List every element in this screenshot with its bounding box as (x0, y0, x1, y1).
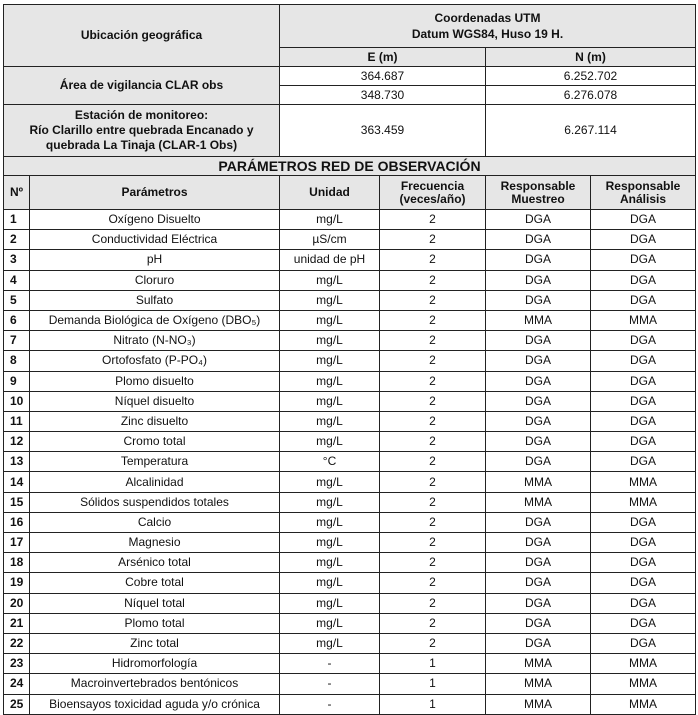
section-title: PARÁMETROS RED DE OBSERVACIÓN (4, 157, 696, 176)
responsable-analisis-cell: DGA (591, 553, 696, 573)
area-n-2: 6.276.078 (486, 86, 696, 105)
responsable-analisis-cell: DGA (591, 533, 696, 553)
table-row (4, 411, 696, 431)
parameter-name: Calcio (30, 512, 280, 532)
parameter-name: Níquel total (30, 593, 280, 613)
frequency-cell: 2 (380, 391, 486, 411)
unit-cell: mg/L (280, 593, 380, 613)
area-e-1: 364.687 (280, 67, 486, 86)
frequency-cell: 2 (380, 270, 486, 290)
responsable-muestreo-cell: MMA (486, 492, 591, 512)
frequency-cell: 2 (380, 230, 486, 250)
row-number: 21 (4, 613, 30, 633)
unit-cell: mg/L (280, 331, 380, 351)
table-row (4, 391, 696, 411)
table-row (4, 654, 696, 674)
unit-cell: mg/L (280, 391, 380, 411)
frequency-cell: 2 (380, 290, 486, 310)
unit-cell: mg/L (280, 553, 380, 573)
unit-cell: µS/cm (280, 230, 380, 250)
parameter-name: Ortofosfato (P-PO₄) (30, 351, 280, 371)
row-number: 14 (4, 472, 30, 492)
col-param-header: Parámetros (30, 176, 280, 210)
table-row (4, 432, 696, 452)
row-number: 11 (4, 411, 30, 431)
frequency-cell: 2 (380, 553, 486, 573)
table-row (4, 310, 696, 330)
frequency-cell: 2 (380, 310, 486, 330)
row-number: 18 (4, 553, 30, 573)
table-row (4, 210, 696, 230)
parameter-name: Zinc disuelto (30, 411, 280, 431)
parameter-name: Conductividad Eléctrica (30, 230, 280, 250)
responsable-muestreo-cell: DGA (486, 371, 591, 391)
responsable-muestreo-cell: DGA (486, 432, 591, 452)
frequency-cell: 2 (380, 452, 486, 472)
parameter-name: Arsénico total (30, 553, 280, 573)
responsable-muestreo-cell: DGA (486, 613, 591, 633)
responsable-analisis-cell: DGA (591, 411, 696, 431)
responsable-analisis-cell: DGA (591, 331, 696, 351)
row-number: 22 (4, 633, 30, 653)
table-row (4, 472, 696, 492)
responsable-analisis-cell: MMA (591, 472, 696, 492)
row-number: 23 (4, 654, 30, 674)
col-freq-line-1: Frecuencia (400, 178, 465, 193)
e-coord-header: E (m) (280, 48, 486, 67)
row-number: 1 (4, 210, 30, 230)
station-line-2: Río Clarillo entre quebrada Encanado y (29, 123, 254, 137)
area-label: Área de vigilancia CLAR obs (4, 67, 280, 105)
responsable-analisis-cell: MMA (591, 310, 696, 330)
row-number: 17 (4, 533, 30, 553)
row-number: 13 (4, 452, 30, 472)
table-row (4, 230, 696, 250)
responsable-analisis-cell: DGA (591, 452, 696, 472)
row-number: 24 (4, 674, 30, 694)
responsable-muestreo-cell: DGA (486, 573, 591, 593)
station-line-1: Estación de monitoreo: (74, 108, 209, 122)
responsable-muestreo-cell: MMA (486, 674, 591, 694)
frequency-cell: 1 (380, 694, 486, 714)
area-n-1: 6.252.702 (486, 67, 696, 86)
parameter-name: Plomo total (30, 613, 280, 633)
unit-cell: - (280, 654, 380, 674)
row-number: 6 (4, 310, 30, 330)
table-row (4, 492, 696, 512)
unit-cell: mg/L (280, 472, 380, 492)
responsable-muestreo-cell: DGA (486, 593, 591, 613)
row-number: 4 (4, 270, 30, 290)
row-number: 15 (4, 492, 30, 512)
row-number: 9 (4, 371, 30, 391)
row-number: 3 (4, 250, 30, 270)
unit-cell: mg/L (280, 573, 380, 593)
frequency-cell: 2 (380, 371, 486, 391)
unit-cell: mg/L (280, 512, 380, 532)
col-resp-muestreo-line-1: Responsable (500, 178, 576, 193)
responsable-analisis-cell: DGA (591, 432, 696, 452)
responsable-analisis-cell: DGA (591, 593, 696, 613)
responsable-analisis-cell: MMA (591, 492, 696, 512)
frequency-cell: 2 (380, 492, 486, 512)
table-row (4, 553, 696, 573)
responsable-muestreo-cell: DGA (486, 452, 591, 472)
parameter-name: Sólidos suspendidos totales (30, 492, 280, 512)
responsable-muestreo-cell: DGA (486, 351, 591, 371)
frequency-cell: 2 (380, 633, 486, 653)
parameter-name: Níquel disuelto (30, 391, 280, 411)
unit-cell: - (280, 674, 380, 694)
unit-cell: mg/L (280, 371, 380, 391)
parameter-name: Alcalinidad (30, 472, 280, 492)
row-number: 19 (4, 573, 30, 593)
table-row (4, 613, 696, 633)
table-row (4, 351, 696, 371)
responsable-analisis-cell: DGA (591, 210, 696, 230)
parameter-name: Cromo total (30, 432, 280, 452)
col-resp-analisis-line-2: Análisis (619, 191, 667, 206)
responsable-muestreo-cell: DGA (486, 533, 591, 553)
responsable-muestreo-cell: DGA (486, 270, 591, 290)
parameter-name: Cloruro (30, 270, 280, 290)
unit-cell: mg/L (280, 432, 380, 452)
col-freq-line-2: (veces/año) (399, 191, 466, 206)
table-row (4, 633, 696, 653)
station-label (4, 105, 280, 157)
unit-cell: mg/L (280, 411, 380, 431)
responsable-analisis-cell: MMA (591, 654, 696, 674)
parameter-name: Magnesio (30, 533, 280, 553)
parameter-name: Hidromorfología (30, 654, 280, 674)
frequency-cell: 2 (380, 613, 486, 633)
row-number: 5 (4, 290, 30, 310)
responsable-muestreo-cell: DGA (486, 553, 591, 573)
frequency-cell: 2 (380, 533, 486, 553)
station-n: 6.267.114 (486, 105, 696, 157)
row-number: 20 (4, 593, 30, 613)
col-resp-muestreo-header (486, 176, 591, 210)
table-row (4, 593, 696, 613)
station-line-3: quebrada La Tinaja (CLAR-1 Obs) (45, 138, 238, 152)
parameter-name: Nitrato (N-NO₃) (30, 331, 280, 351)
responsable-muestreo-cell: DGA (486, 210, 591, 230)
responsable-muestreo-cell: DGA (486, 391, 591, 411)
table-row (4, 371, 696, 391)
responsable-analisis-cell: DGA (591, 250, 696, 270)
responsable-analisis-cell: DGA (591, 613, 696, 633)
frequency-cell: 1 (380, 674, 486, 694)
table-row (4, 674, 696, 694)
unit-cell: mg/L (280, 613, 380, 633)
monitoring-parameters-table (3, 4, 696, 715)
row-number: 10 (4, 391, 30, 411)
frequency-cell: 2 (380, 331, 486, 351)
unit-cell: mg/L (280, 270, 380, 290)
col-freq-header (380, 176, 486, 210)
responsable-analisis-cell: MMA (591, 674, 696, 694)
table-row (4, 290, 696, 310)
responsable-muestreo-cell: MMA (486, 694, 591, 714)
responsable-muestreo-cell: MMA (486, 472, 591, 492)
row-number: 12 (4, 432, 30, 452)
table-row (4, 694, 696, 714)
responsable-analisis-cell: DGA (591, 290, 696, 310)
unit-cell: mg/L (280, 290, 380, 310)
parameter-name: Cobre total (30, 573, 280, 593)
location-header: Ubicación geográfica (4, 5, 280, 67)
col-resp-analisis-header (591, 176, 696, 210)
coordinates-line-1: Coordenadas UTM (434, 10, 541, 25)
unit-cell: - (280, 694, 380, 714)
parameter-name: Macroinvertebrados bentónicos (30, 674, 280, 694)
frequency-cell: 2 (380, 411, 486, 431)
unit-cell: mg/L (280, 492, 380, 512)
frequency-cell: 2 (380, 472, 486, 492)
parameter-name: Bioensayos toxicidad aguda y/o crónica (30, 694, 280, 714)
responsable-analisis-cell: DGA (591, 230, 696, 250)
station-e: 363.459 (280, 105, 486, 157)
table-row (4, 270, 696, 290)
parameter-name: Zinc total (30, 633, 280, 653)
table-row (4, 331, 696, 351)
n-coord-header: N (m) (486, 48, 696, 67)
responsable-muestreo-cell: DGA (486, 633, 591, 653)
responsable-muestreo-cell: DGA (486, 411, 591, 431)
col-num-header: Nº (4, 176, 30, 210)
responsable-analisis-cell: MMA (591, 694, 696, 714)
table-row (4, 573, 696, 593)
frequency-cell: 2 (380, 432, 486, 452)
parameter-name: Demanda Biológica de Oxígeno (DBO₅) (30, 310, 280, 330)
col-resp-analisis-line-1: Responsable (605, 178, 681, 193)
unit-cell: mg/L (280, 210, 380, 230)
parameter-name: Sulfato (30, 290, 280, 310)
unit-cell: unidad de pH (280, 250, 380, 270)
table-row (4, 250, 696, 270)
col-unit-header: Unidad (280, 176, 380, 210)
coordinates-header (280, 5, 696, 48)
frequency-cell: 1 (380, 654, 486, 674)
responsable-analisis-cell: DGA (591, 512, 696, 532)
unit-cell: mg/L (280, 310, 380, 330)
row-number: 16 (4, 512, 30, 532)
table-row (4, 512, 696, 532)
frequency-cell: 2 (380, 210, 486, 230)
table-row (4, 533, 696, 553)
frequency-cell: 2 (380, 512, 486, 532)
parameter-name: Plomo disuelto (30, 371, 280, 391)
area-e-2: 348.730 (280, 86, 486, 105)
frequency-cell: 2 (380, 250, 486, 270)
col-resp-muestreo-line-2: Muestreo (511, 191, 565, 206)
unit-cell: mg/L (280, 633, 380, 653)
responsable-muestreo-cell: DGA (486, 331, 591, 351)
responsable-muestreo-cell: DGA (486, 250, 591, 270)
responsable-analisis-cell: DGA (591, 371, 696, 391)
responsable-muestreo-cell: MMA (486, 310, 591, 330)
row-number: 2 (4, 230, 30, 250)
responsable-analisis-cell: DGA (591, 633, 696, 653)
responsable-analisis-cell: DGA (591, 270, 696, 290)
table-row (4, 452, 696, 472)
frequency-cell: 2 (380, 351, 486, 371)
unit-cell: mg/L (280, 533, 380, 553)
responsable-muestreo-cell: MMA (486, 654, 591, 674)
unit-cell: mg/L (280, 351, 380, 371)
responsable-analisis-cell: DGA (591, 391, 696, 411)
frequency-cell: 2 (380, 593, 486, 613)
unit-cell: °C (280, 452, 380, 472)
parameter-name: Temperatura (30, 452, 280, 472)
responsable-muestreo-cell: DGA (486, 512, 591, 532)
coordinates-line-2: Datum WGS84, Huso 19 H. (411, 26, 564, 41)
parameter-name: Oxígeno Disuelto (30, 210, 280, 230)
frequency-cell: 2 (380, 573, 486, 593)
row-number: 25 (4, 694, 30, 714)
responsable-analisis-cell: DGA (591, 573, 696, 593)
row-number: 7 (4, 331, 30, 351)
responsable-muestreo-cell: DGA (486, 230, 591, 250)
responsable-analisis-cell: DGA (591, 351, 696, 371)
parameter-name: pH (30, 250, 280, 270)
row-number: 8 (4, 351, 30, 371)
responsable-muestreo-cell: DGA (486, 290, 591, 310)
